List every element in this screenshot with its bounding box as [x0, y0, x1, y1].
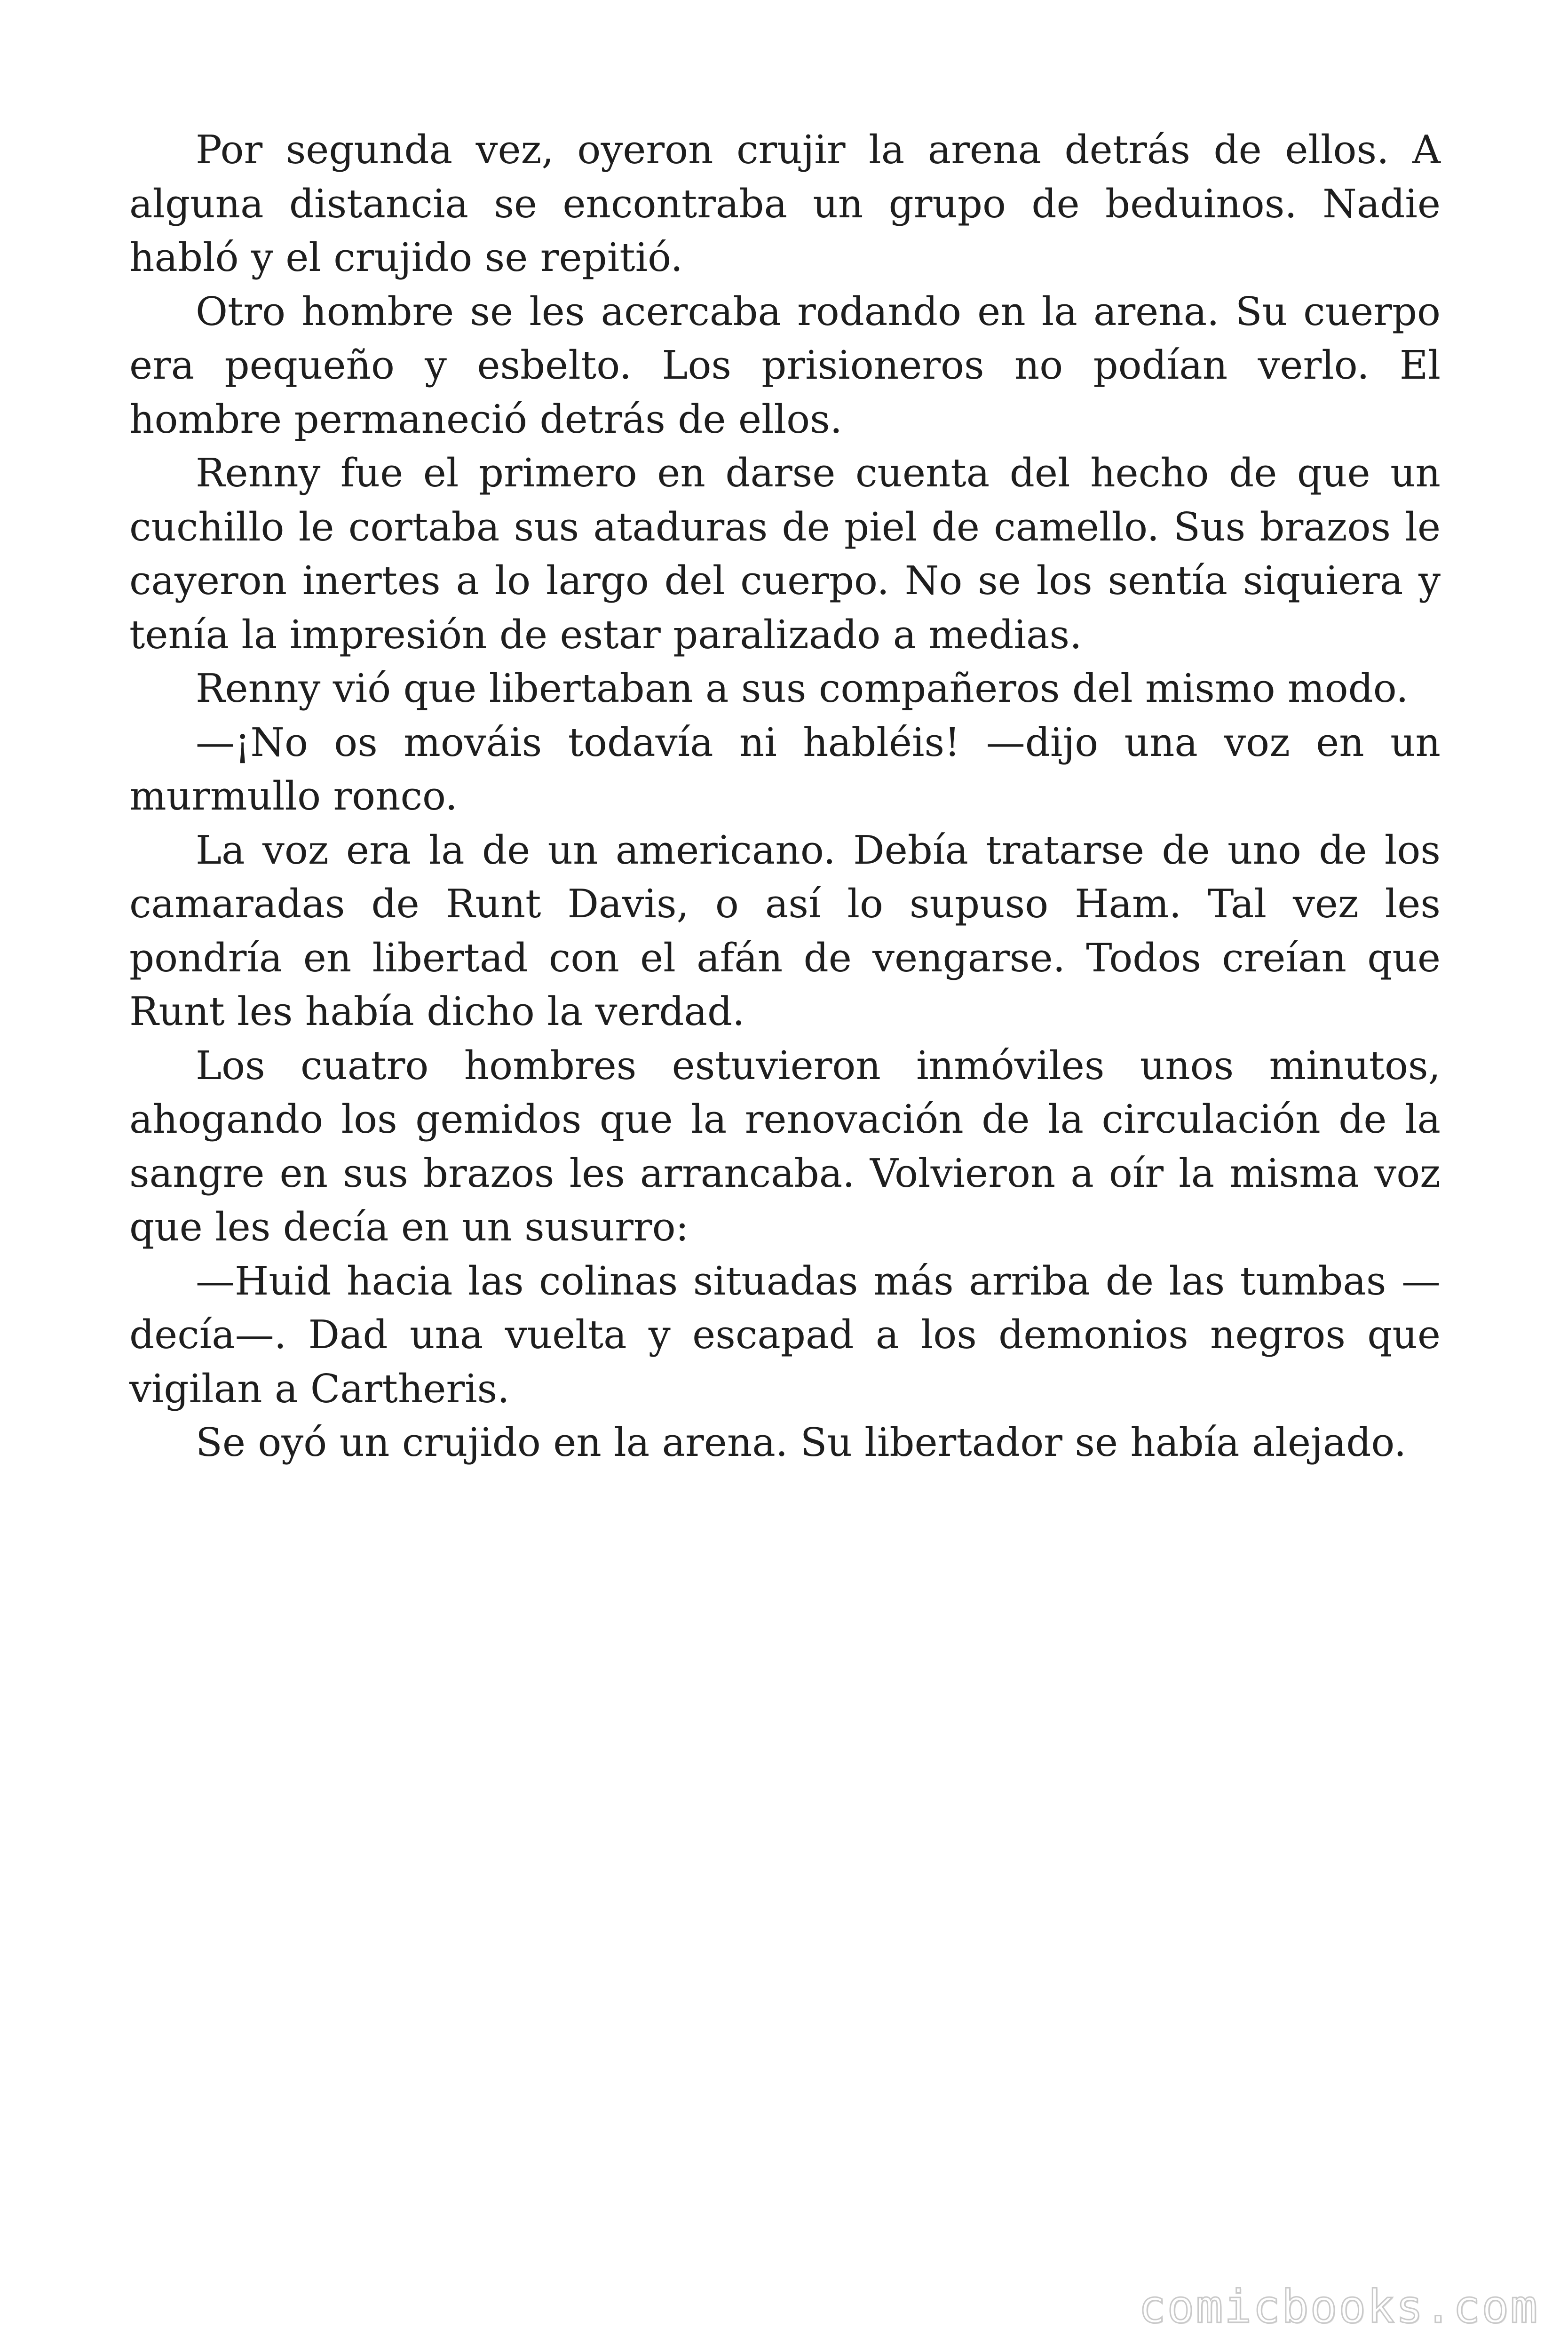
- paragraph-1: Por segunda vez, oyeron crujir la arena detrás de ellos. A alguna distancia se encontraba un grupo de beduinos. Nadie habló y el crujido se repitió.: [129, 127, 1441, 280]
- paragraph-7: Los cuatro hombres estuvieron inmóviles unos minutos, ahogando los gemidos que la renovación de la circulación de la sangre en sus brazos les arrancaba. Volvieron a oír la misma voz que les decía en un susurro:: [129, 1042, 1441, 1250]
- body-text: [129, 123, 1441, 1470]
- paragraph-9: Se oyó un crujido en la arena. Su libertador se había alejado.: [196, 1420, 1407, 1465]
- paragraph-8: —Huid hacia las colinas situadas más arriba de las tumbas —decía—. Dad una vuelta y escapad a los demonios negros que vigilan a Cartheris.: [129, 1258, 1441, 1412]
- paragraph-2: Otro hombre se les acercaba rodando en la arena. Su cuerpo era pequeño y esbelto. Los prisioneros no podían verlo. El hombre permaneció detrás de ellos.: [129, 288, 1441, 442]
- watermark: comicbooks.com: [1138, 2280, 1539, 2333]
- paragraph-3: Renny fue el primero en darse cuenta del hecho de que un cuchillo le cortaba sus ataduras de piel de camello. Sus brazos le cayeron inertes a lo largo del cuerpo. No se los sentía siquiera y tenía la impresión de estar paralizado a medias.: [129, 450, 1441, 658]
- paragraph-6: La voz era la de un americano. Debía tratarse de uno de los camaradas de Runt Davis, o así lo supuso Ham. Tal vez les pondría en libertad con el afán de vengarse. Todos creían que Runt les había dicho la verdad.: [129, 827, 1441, 1034]
- paragraph-5: —¡No os mováis todavía ni habléis! —dijo una voz en un murmullo ronco.: [129, 719, 1441, 819]
- paragraph-4: Renny vió que libertaban a sus compañeros del mismo modo.: [196, 666, 1409, 711]
